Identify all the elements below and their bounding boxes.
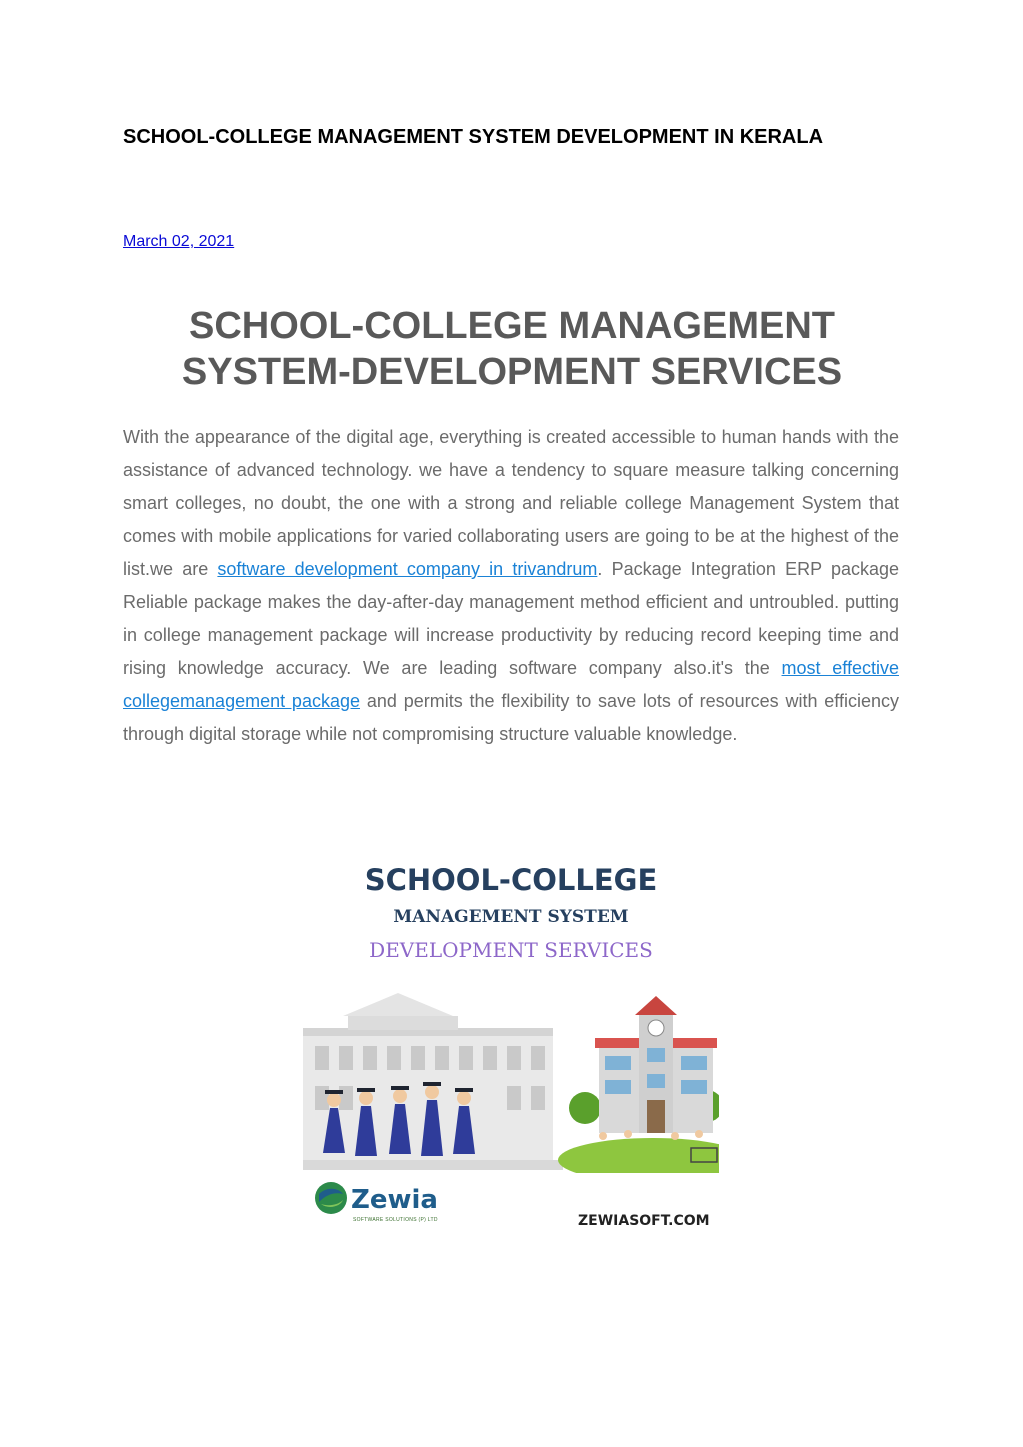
body-text-part3: and permits the flexibility to save lots of resources with efficiency through digital storage while not compromising structure valuable knowledge. [123,691,899,744]
post-heading-line1: SCHOOL-COLLEGE MANAGEMENT [189,305,835,347]
banner-image [303,855,719,1255]
school-illustration [303,988,719,1173]
software-company-link[interactable]: software development company in trivandrum [217,559,598,579]
zewia-logo-icon [313,1180,349,1216]
post-date-link[interactable]: March 02, 2021 [123,233,235,250]
logo-tagline: SOFTWARE SOLUTIONS (P) LTD [353,1217,438,1223]
banner-services: DEVELOPMENT SERVICES [369,938,653,962]
banner-title: SCHOOL-COLLEGE [364,863,658,897]
post-heading [123,303,901,395]
page-title: SCHOOL-COLLEGE MANAGEMENT SYSTEM DEVELOPMENT IN KERALA [123,126,824,148]
school-building-graphic [558,996,719,1173]
banner-subtitle: MANAGEMENT SYSTEM [393,907,629,927]
logo-wordmark: Zewia [351,1185,438,1215]
site-url-text: ZEWIASOFT.COM [578,1213,710,1229]
college-management-link[interactable]: most effective collegemanagement package [123,658,899,711]
post-body [123,421,899,751]
body-text-part1: With the appearance of the digital age, everything is created accessible to human hands with the assistance of advanced technology. we have a tendency to square measure talking concerning smart colleges, no doubt, the one with a strong and reliable college Management System that comes with mobile applications for varied collaborating users are going to be at the highest of the list.we are [123,427,899,579]
body-text-part2: . Package Integration ERP package Reliable package makes the day-after-day management method efficient and untroubled. putting in college management package will increase productivity by reducing record keeping time and rising knowledge accuracy. We are leading software company also.it's the [123,559,899,678]
post-heading-line2: SYSTEM-DEVELOPMENT SERVICES [181,351,843,393]
